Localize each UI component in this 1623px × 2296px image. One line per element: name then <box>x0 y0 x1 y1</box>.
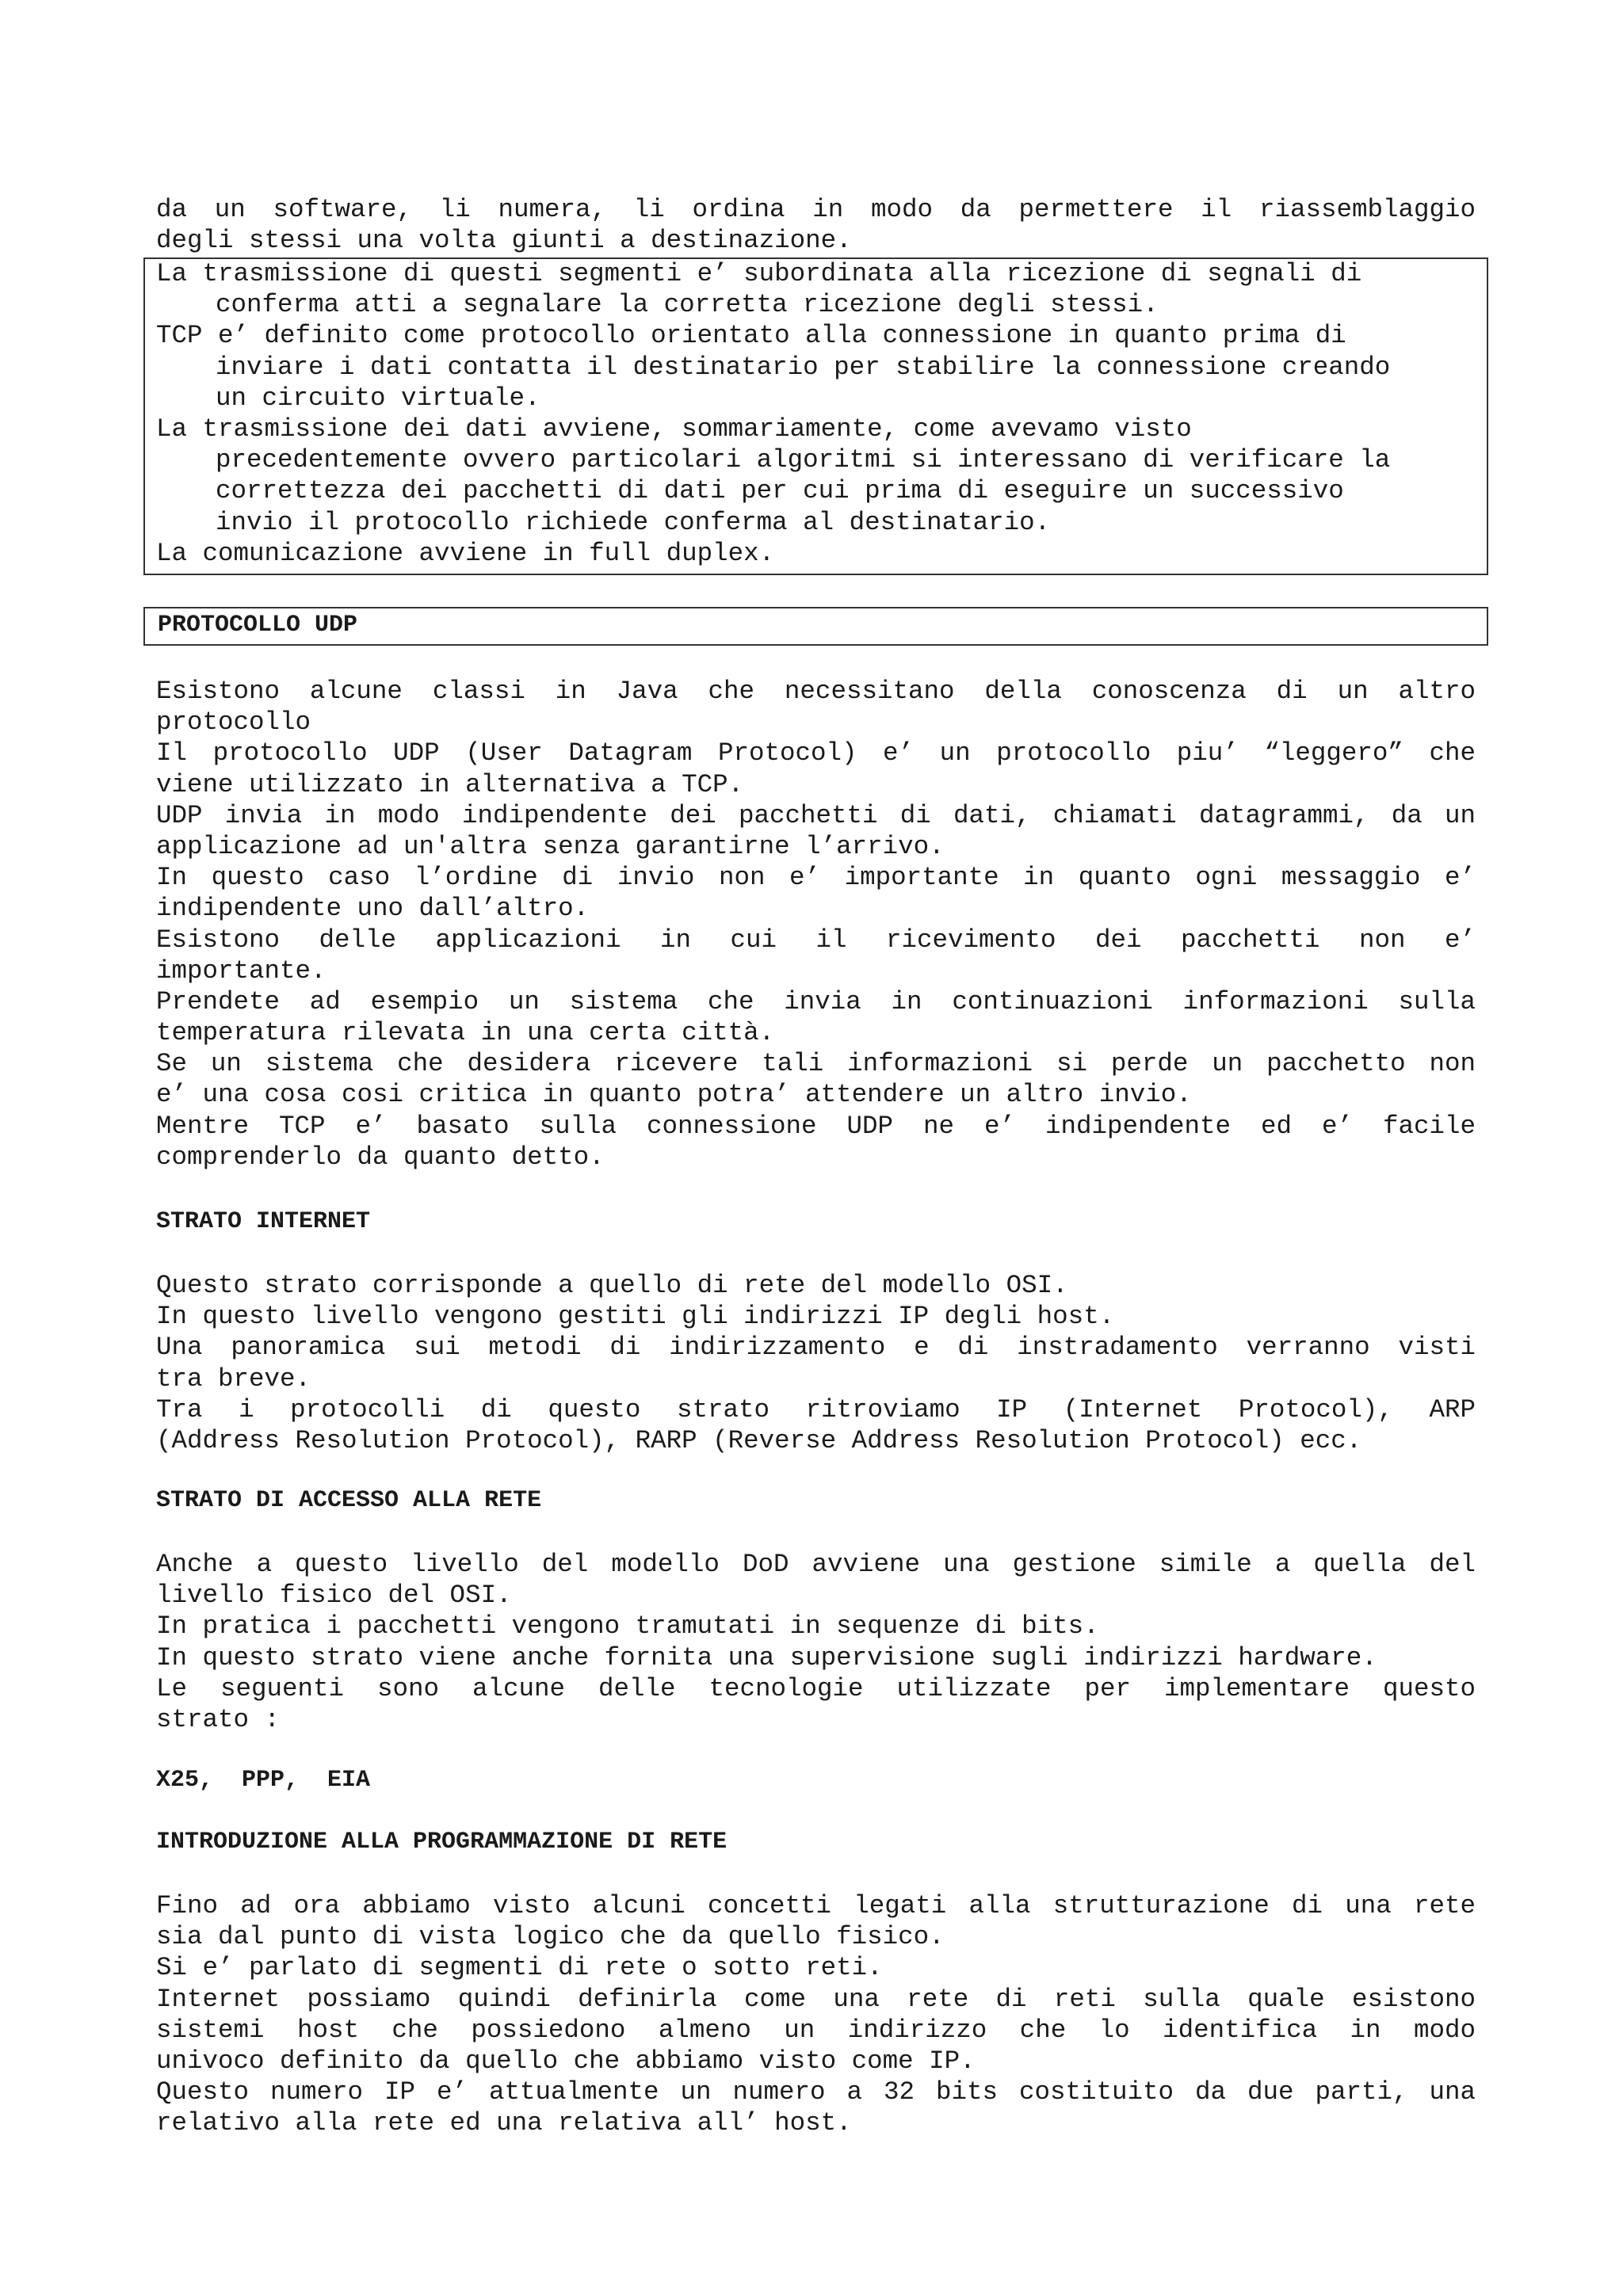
text-line: univoco definito da quello che abbiamo visto come IP. <box>156 2046 976 2076</box>
text-line: invio il protocollo richiede conferma al destinatario. <box>216 507 1051 537</box>
text-line: Esistono delle applicazioni in cui il ricevimento dei pacchetti non e’ <box>156 925 1476 955</box>
tcp-summary-text <box>156 258 1480 569</box>
text-line: sistemi host che possiedono almeno un indirizzo che lo identifica in modo <box>156 2015 1476 2045</box>
text-line: sia dal punto di vista logico che da quello fisico. <box>156 1922 945 1952</box>
accesso-paragraph <box>156 1549 1476 1735</box>
section-heading-udp: PROTOCOLLO UDP <box>158 612 358 639</box>
text-line: livello fisico del OSI. <box>156 1581 512 1611</box>
section-heading-internet: STRATO INTERNET <box>156 1208 371 1235</box>
text-line: (Address Resolution Protocol), RARP (Reverse Address Resolution Protocol) ecc. <box>156 1425 1362 1455</box>
text-line: UDP invia in modo indipendente dei pacchetti di dati, chiamati datagrammi, da un <box>156 800 1476 830</box>
text-line: Il protocollo UDP (User Datagram Protocol) e’ un protocollo piu’ “leggero” che <box>156 738 1476 769</box>
text-line: In pratica i pacchetti vengono tramutati in sequenze di bits. <box>156 1611 1099 1642</box>
programmazione-paragraph <box>156 1890 1476 2139</box>
internet-paragraph <box>156 1270 1476 1456</box>
section-heading-programmazione: INTRODUZIONE ALLA PROGRAMMAZIONE DI RETE <box>156 1829 727 1855</box>
text-line: importante. <box>156 955 327 986</box>
text-line: Prendete ad esempio un sistema che invia in continuazioni informazioni sulla <box>156 986 1476 1016</box>
text-line: applicazione ad un'altra senza garantirne l’arrivo. <box>156 831 945 861</box>
text-line: relativo alla rete ed una relativa all’ host. <box>156 2108 852 2138</box>
text-line: conferma atti a segnalare la corretta ricezione degli stessi. <box>216 290 1159 320</box>
text-line: In questo livello vengono gestiti gli indirizzi IP degli host. <box>156 1302 1115 1332</box>
text-line: tra breve. <box>156 1363 311 1394</box>
technology-list: X25, PPP, EIA <box>156 1767 371 1794</box>
intro-paragraph <box>156 194 1476 256</box>
text-line: In questo strato viene anche fornita una supervisione sugli indirizzi hardware. <box>156 1642 1377 1672</box>
text-line: La comunicazione avviene in full duplex. <box>156 538 775 568</box>
text-line: Questo strato corrisponde a quello di rete del modello OSI. <box>156 1271 1068 1300</box>
text-line: degli stessi una volta giunti a destinazione. <box>156 226 852 256</box>
text-line: protocollo <box>156 707 311 738</box>
text-line: Le seguenti sono alcune delle tecnologie utilizzate per implementare questo <box>156 1673 1476 1703</box>
text-line: La trasmissione di questi segmenti e’ subordinata alla ricezione di segnali di <box>156 259 1362 288</box>
text-line: TCP e’ definito come protocollo orientato alla connessione in quanto prima di <box>156 321 1346 351</box>
text-line: correttezza dei pacchetti di dati per cui prima di eseguire un successivo <box>216 476 1344 506</box>
text-line: un circuito virtuale. <box>216 383 540 413</box>
text-line: Esistono alcune classi in Java che necessitano della conoscenza di un altro <box>156 677 1476 706</box>
text-line: strato : <box>156 1704 281 1734</box>
text-line: Una panoramica sui metodi di indirizzamento e di instradamento verranno visti <box>156 1333 1476 1363</box>
text-line: Questo numero IP e’ attualmente un numero a 32 bits costituito da due parti, una <box>156 2077 1476 2107</box>
text-line: viene utilizzato in alternativa a TCP. <box>156 769 744 799</box>
text-line: comprenderlo da quanto detto. <box>156 1142 605 1172</box>
text-line: e’ una cosa cosi critica in quanto potra’ attendere un altro invio. <box>156 1080 1192 1110</box>
text-line: inviare i dati contatta il destinatario per stabilire la connessione creando <box>216 352 1391 382</box>
text-line: Internet possiamo quindi definirla come una rete di reti sulla quale esistono <box>156 1984 1476 2014</box>
text-line: Tra i protocolli di questo strato ritroviamo IP (Internet Protocol), ARP <box>156 1394 1476 1425</box>
text-line: La trasmissione dei dati avviene, sommariamente, come avevamo visto <box>156 414 1192 444</box>
text-line: Se un sistema che desidera ricevere tali informazioni si perde un pacchetto non <box>156 1049 1476 1079</box>
udp-paragraph <box>156 676 1476 1173</box>
section-heading-accesso: STRATO DI ACCESSO ALLA RETE <box>156 1487 542 1514</box>
text-line: indipendente uno dall’altro. <box>156 894 590 924</box>
text-line: Fino ad ora abbiamo visto alcuni concetti legati alla strutturazione di una rete <box>156 1891 1476 1920</box>
text-line: temperatura rilevata in una certa città. <box>156 1018 775 1048</box>
text-line: Anche a questo livello del modello DoD avviene una gestione simile a quella del <box>156 1550 1476 1579</box>
text-line: precedentemente ovvero particolari algoritmi si interessano di verificare la <box>216 445 1391 475</box>
text-line: Si e’ parlato di segmenti di rete o sotto reti. <box>156 1953 883 1983</box>
text-line: Mentre TCP e’ basato sulla connessione UDP ne e’ indipendente ed e’ facile <box>156 1111 1476 1141</box>
text-line: da un software, li numera, li ordina in modo da permettere il riassemblaggio <box>156 195 1476 224</box>
text-line: In questo caso l’ordine di invio non e’ importante in quanto ogni messaggio e’ <box>156 863 1476 893</box>
